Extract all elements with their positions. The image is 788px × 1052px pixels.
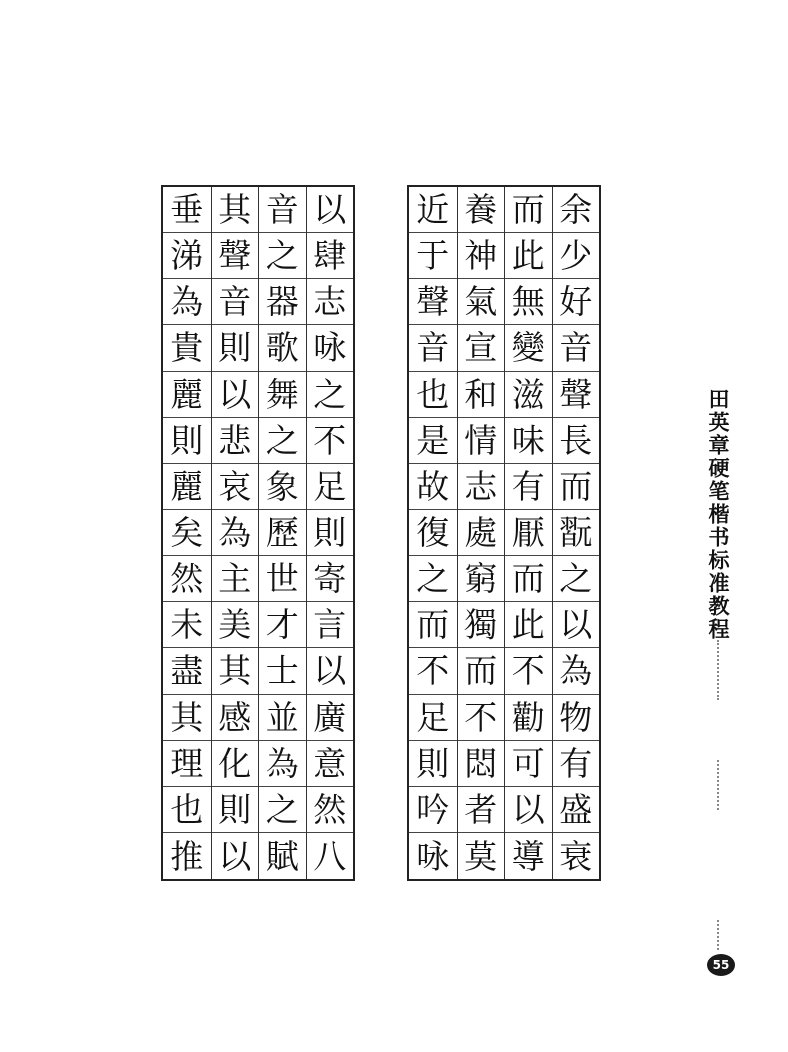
character-cell: 然 (163, 556, 210, 602)
character-cell: 然 (307, 787, 354, 833)
character-cell: 之 (553, 556, 600, 602)
character-cell: 有 (553, 741, 600, 787)
character-cell: 也 (163, 787, 210, 833)
character-cell: 歌 (259, 325, 306, 371)
character-cell: 廣 (307, 695, 354, 741)
character-cell: 不 (458, 695, 505, 741)
character-cell: 盡 (163, 648, 210, 694)
character-cell: 其 (163, 695, 210, 741)
left-panel-column-1 (306, 187, 354, 879)
character-cell: 于 (409, 233, 456, 279)
character-cell: 而 (505, 556, 552, 602)
character-cell: 器 (259, 279, 306, 325)
character-cell: 音 (212, 279, 259, 325)
character-cell: 以 (212, 372, 259, 418)
character-cell: 聲 (409, 279, 456, 325)
character-cell: 不 (409, 648, 456, 694)
character-cell: 盛 (553, 787, 600, 833)
right-text-panel (407, 185, 601, 881)
character-cell: 麗 (163, 464, 210, 510)
character-cell: 美 (212, 602, 259, 648)
character-cell: 而 (458, 648, 505, 694)
character-cell: 之 (409, 556, 456, 602)
character-cell: 足 (409, 695, 456, 741)
character-cell: 余 (553, 187, 600, 233)
character-cell: 以 (553, 602, 600, 648)
right-panel-column-3 (457, 187, 505, 879)
book-title: 田英章硬笔楷书标准教程 (706, 388, 730, 641)
character-cell: 則 (409, 741, 456, 787)
character-cell: 味 (505, 418, 552, 464)
character-cell: 以 (307, 187, 354, 233)
character-cell: 之 (307, 372, 354, 418)
character-cell: 者 (458, 787, 505, 833)
character-cell: 音 (409, 325, 456, 371)
character-cell: 主 (212, 556, 259, 602)
character-cell: 並 (259, 695, 306, 741)
character-cell: 意 (307, 741, 354, 787)
character-cell: 之 (259, 787, 306, 833)
character-cell: 少 (553, 233, 600, 279)
right-panel-column-2 (504, 187, 552, 879)
character-cell: 神 (458, 233, 505, 279)
character-cell: 不 (505, 648, 552, 694)
character-cell: 為 (259, 741, 306, 787)
character-cell: 貴 (163, 325, 210, 371)
character-cell: 好 (553, 279, 600, 325)
character-cell: 可 (505, 741, 552, 787)
character-cell: 涕 (163, 233, 210, 279)
character-cell: 變 (505, 325, 552, 371)
character-cell: 導 (511, 836, 545, 876)
left-panel-column-3 (211, 187, 259, 879)
character-cell: 衰 (559, 836, 593, 876)
character-cell: 音 (259, 187, 306, 233)
character-cell: 而 (505, 187, 552, 233)
character-cell: 為 (553, 648, 600, 694)
character-cell: 推 (170, 836, 204, 876)
right-panel-column-1 (552, 187, 600, 879)
character-cell: 則 (212, 787, 259, 833)
character-cell: 復 (409, 510, 456, 556)
character-cell: 言 (307, 602, 354, 648)
character-cell: 咏 (416, 836, 450, 876)
character-cell: 窮 (458, 556, 505, 602)
decorative-dots-lower (717, 920, 721, 950)
character-cell: 世 (259, 556, 306, 602)
character-cell: 其 (212, 648, 259, 694)
character-cell: 其 (212, 187, 259, 233)
character-cell: 養 (458, 187, 505, 233)
character-cell: 氣 (458, 279, 505, 325)
character-cell: 賦 (265, 836, 299, 876)
character-cell: 長 (553, 418, 600, 464)
character-cell: 感 (212, 695, 259, 741)
character-cell: 處 (458, 510, 505, 556)
character-cell: 八 (313, 836, 347, 876)
character-cell: 吟 (409, 787, 456, 833)
character-cell: 矣 (163, 510, 210, 556)
character-cell: 咏 (307, 325, 354, 371)
character-cell: 聲 (212, 233, 259, 279)
character-cell: 近 (409, 187, 456, 233)
left-panel-column-4 (163, 187, 210, 879)
character-cell: 才 (259, 602, 306, 648)
character-cell: 物 (553, 695, 600, 741)
character-cell: 以 (218, 836, 252, 876)
character-cell: 音 (553, 325, 600, 371)
character-cell: 之 (259, 233, 306, 279)
character-cell: 和 (458, 372, 505, 418)
character-cell: 之 (259, 418, 306, 464)
character-cell: 翫 (553, 510, 600, 556)
character-cell: 則 (212, 325, 259, 371)
character-cell: 足 (307, 464, 354, 510)
character-cell: 有 (505, 464, 552, 510)
character-cell: 志 (458, 464, 505, 510)
decorative-dots-upper (717, 640, 721, 700)
character-cell: 麗 (163, 372, 210, 418)
character-cell: 聲 (553, 372, 600, 418)
character-cell: 士 (259, 648, 306, 694)
character-cell: 以 (505, 787, 552, 833)
character-cell: 寄 (307, 556, 354, 602)
character-cell: 無 (505, 279, 552, 325)
character-cell: 則 (307, 510, 354, 556)
character-cell: 化 (212, 741, 259, 787)
character-cell: 哀 (212, 464, 259, 510)
character-cell: 而 (409, 602, 456, 648)
character-cell: 悲 (212, 418, 259, 464)
left-panel-column-2 (258, 187, 306, 879)
character-cell: 未 (163, 602, 210, 648)
character-cell: 滋 (505, 372, 552, 418)
character-cell: 歷 (259, 510, 306, 556)
decorative-dots-middle (717, 760, 721, 810)
character-cell: 垂 (163, 187, 210, 233)
character-cell: 舞 (259, 372, 306, 418)
character-cell: 悶 (458, 741, 505, 787)
character-cell: 獨 (458, 602, 505, 648)
character-cell: 以 (307, 648, 354, 694)
character-cell: 厭 (505, 510, 552, 556)
character-cell: 為 (212, 510, 259, 556)
character-cell: 則 (163, 418, 210, 464)
character-cell: 志 (307, 279, 354, 325)
right-panel-column-4 (409, 187, 456, 879)
character-cell: 是 (409, 418, 456, 464)
character-cell: 不 (307, 418, 354, 464)
character-cell: 情 (458, 418, 505, 464)
character-cell: 此 (505, 602, 552, 648)
page-number-badge: 55 (707, 954, 735, 976)
character-cell: 此 (505, 233, 552, 279)
character-cell: 為 (163, 279, 210, 325)
character-cell: 勸 (505, 695, 552, 741)
character-cell: 肆 (307, 233, 354, 279)
character-cell: 象 (259, 464, 306, 510)
character-cell: 而 (553, 464, 600, 510)
character-cell: 也 (409, 372, 456, 418)
character-cell: 故 (409, 464, 456, 510)
character-cell: 宣 (458, 325, 505, 371)
character-cell: 莫 (464, 836, 498, 876)
character-cell: 理 (163, 741, 210, 787)
left-text-panel (161, 185, 355, 881)
